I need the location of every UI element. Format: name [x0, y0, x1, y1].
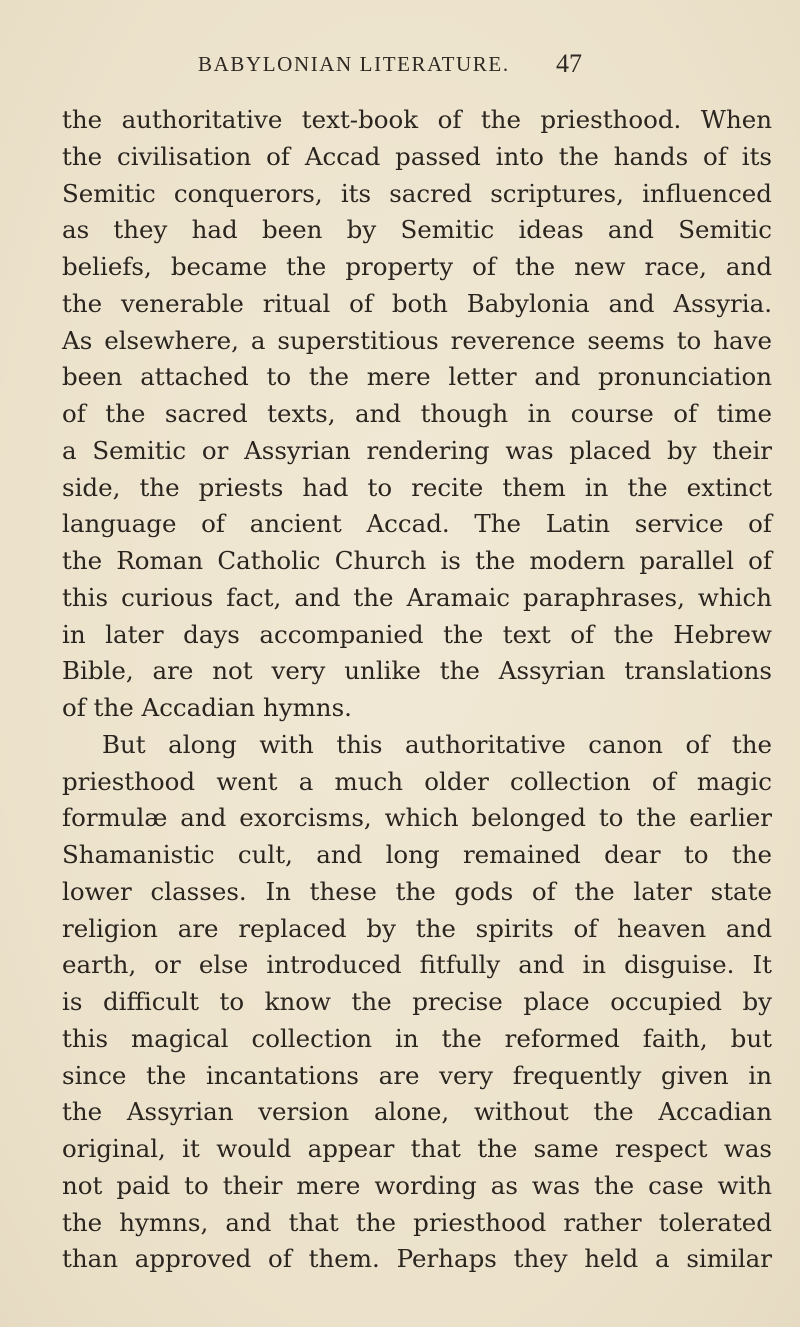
text-line: than approved of them. Perhaps they held a similar [62, 1244, 772, 1274]
text-line: of the Accadian hymns. [62, 693, 352, 722]
text-line: side, the priests had to recite them in the extinct [62, 472, 772, 502]
text-line: this magical collection in the reformed faith, but [62, 1023, 772, 1053]
text-line: formulæ and exorcisms, which belonged to the earlier [62, 803, 772, 833]
text-line: this curious fact, and the Aramaic paraphrases, which [62, 582, 772, 612]
text-line: a Semitic or Assyrian rendering was placed by their [62, 435, 772, 465]
text-line: Semitic conquerors, its sacred scriptures, influenced [62, 178, 772, 208]
text-line: been attached to the mere letter and pronunciation [62, 362, 772, 392]
text-line: original, it would appear that the same respect was [62, 1134, 772, 1163]
text-line: the authoritative text-book of the priesthood. When [62, 105, 772, 134]
body-text [62, 102, 772, 1278]
text-line: not paid to their mere wording as was the case with [62, 1170, 772, 1200]
page-number: 47 [556, 49, 582, 78]
text-line: religion are replaced by the spirits of heaven and [62, 913, 772, 943]
text-line: the hymns, and that the priesthood rather tolerated [62, 1207, 772, 1237]
running-head [0, 49, 800, 82]
text-line: the civilisation of Accad passed into the hands of its [62, 141, 772, 171]
text-line: the Roman Catholic Church is the modern parallel of [62, 546, 772, 575]
running-title: BABYLONIAN LITERATURE. [198, 52, 510, 76]
text-line: lower classes. In these the gods of the later state [62, 876, 772, 906]
text-line: as they had been by Semitic ideas and Semitic [62, 215, 772, 245]
text-line: language of ancient Accad. The Latin service of [62, 509, 772, 539]
text-line: Shamanistic cult, and long remained dear to the [62, 840, 772, 869]
text-line: is difficult to know the precise place occupied by [62, 987, 772, 1016]
text-line: the Assyrian version alone, without the Accadian [62, 1097, 772, 1127]
text-line: As elsewhere, a superstitious reverence seems to have [62, 325, 772, 355]
text-line: in later days accompanied the text of the Hebrew [62, 619, 772, 649]
text-line: earth, or else introduced fitfully and in disguise. It [62, 950, 772, 980]
text-line: of the sacred texts, and though in course of time [62, 399, 772, 428]
text-line: the venerable ritual of both Babylonia and Assyria. [62, 288, 772, 318]
text-line: Bible, are not very unlike the Assyrian translations [62, 656, 772, 686]
text-line: beliefs, became the property of the new race, and [62, 252, 772, 281]
text-line: since the incantations are very frequently given in [62, 1060, 772, 1090]
text-line: But along with this authoritative canon of the [102, 729, 772, 759]
text-line: priesthood went a much older collection of magic [62, 766, 772, 796]
